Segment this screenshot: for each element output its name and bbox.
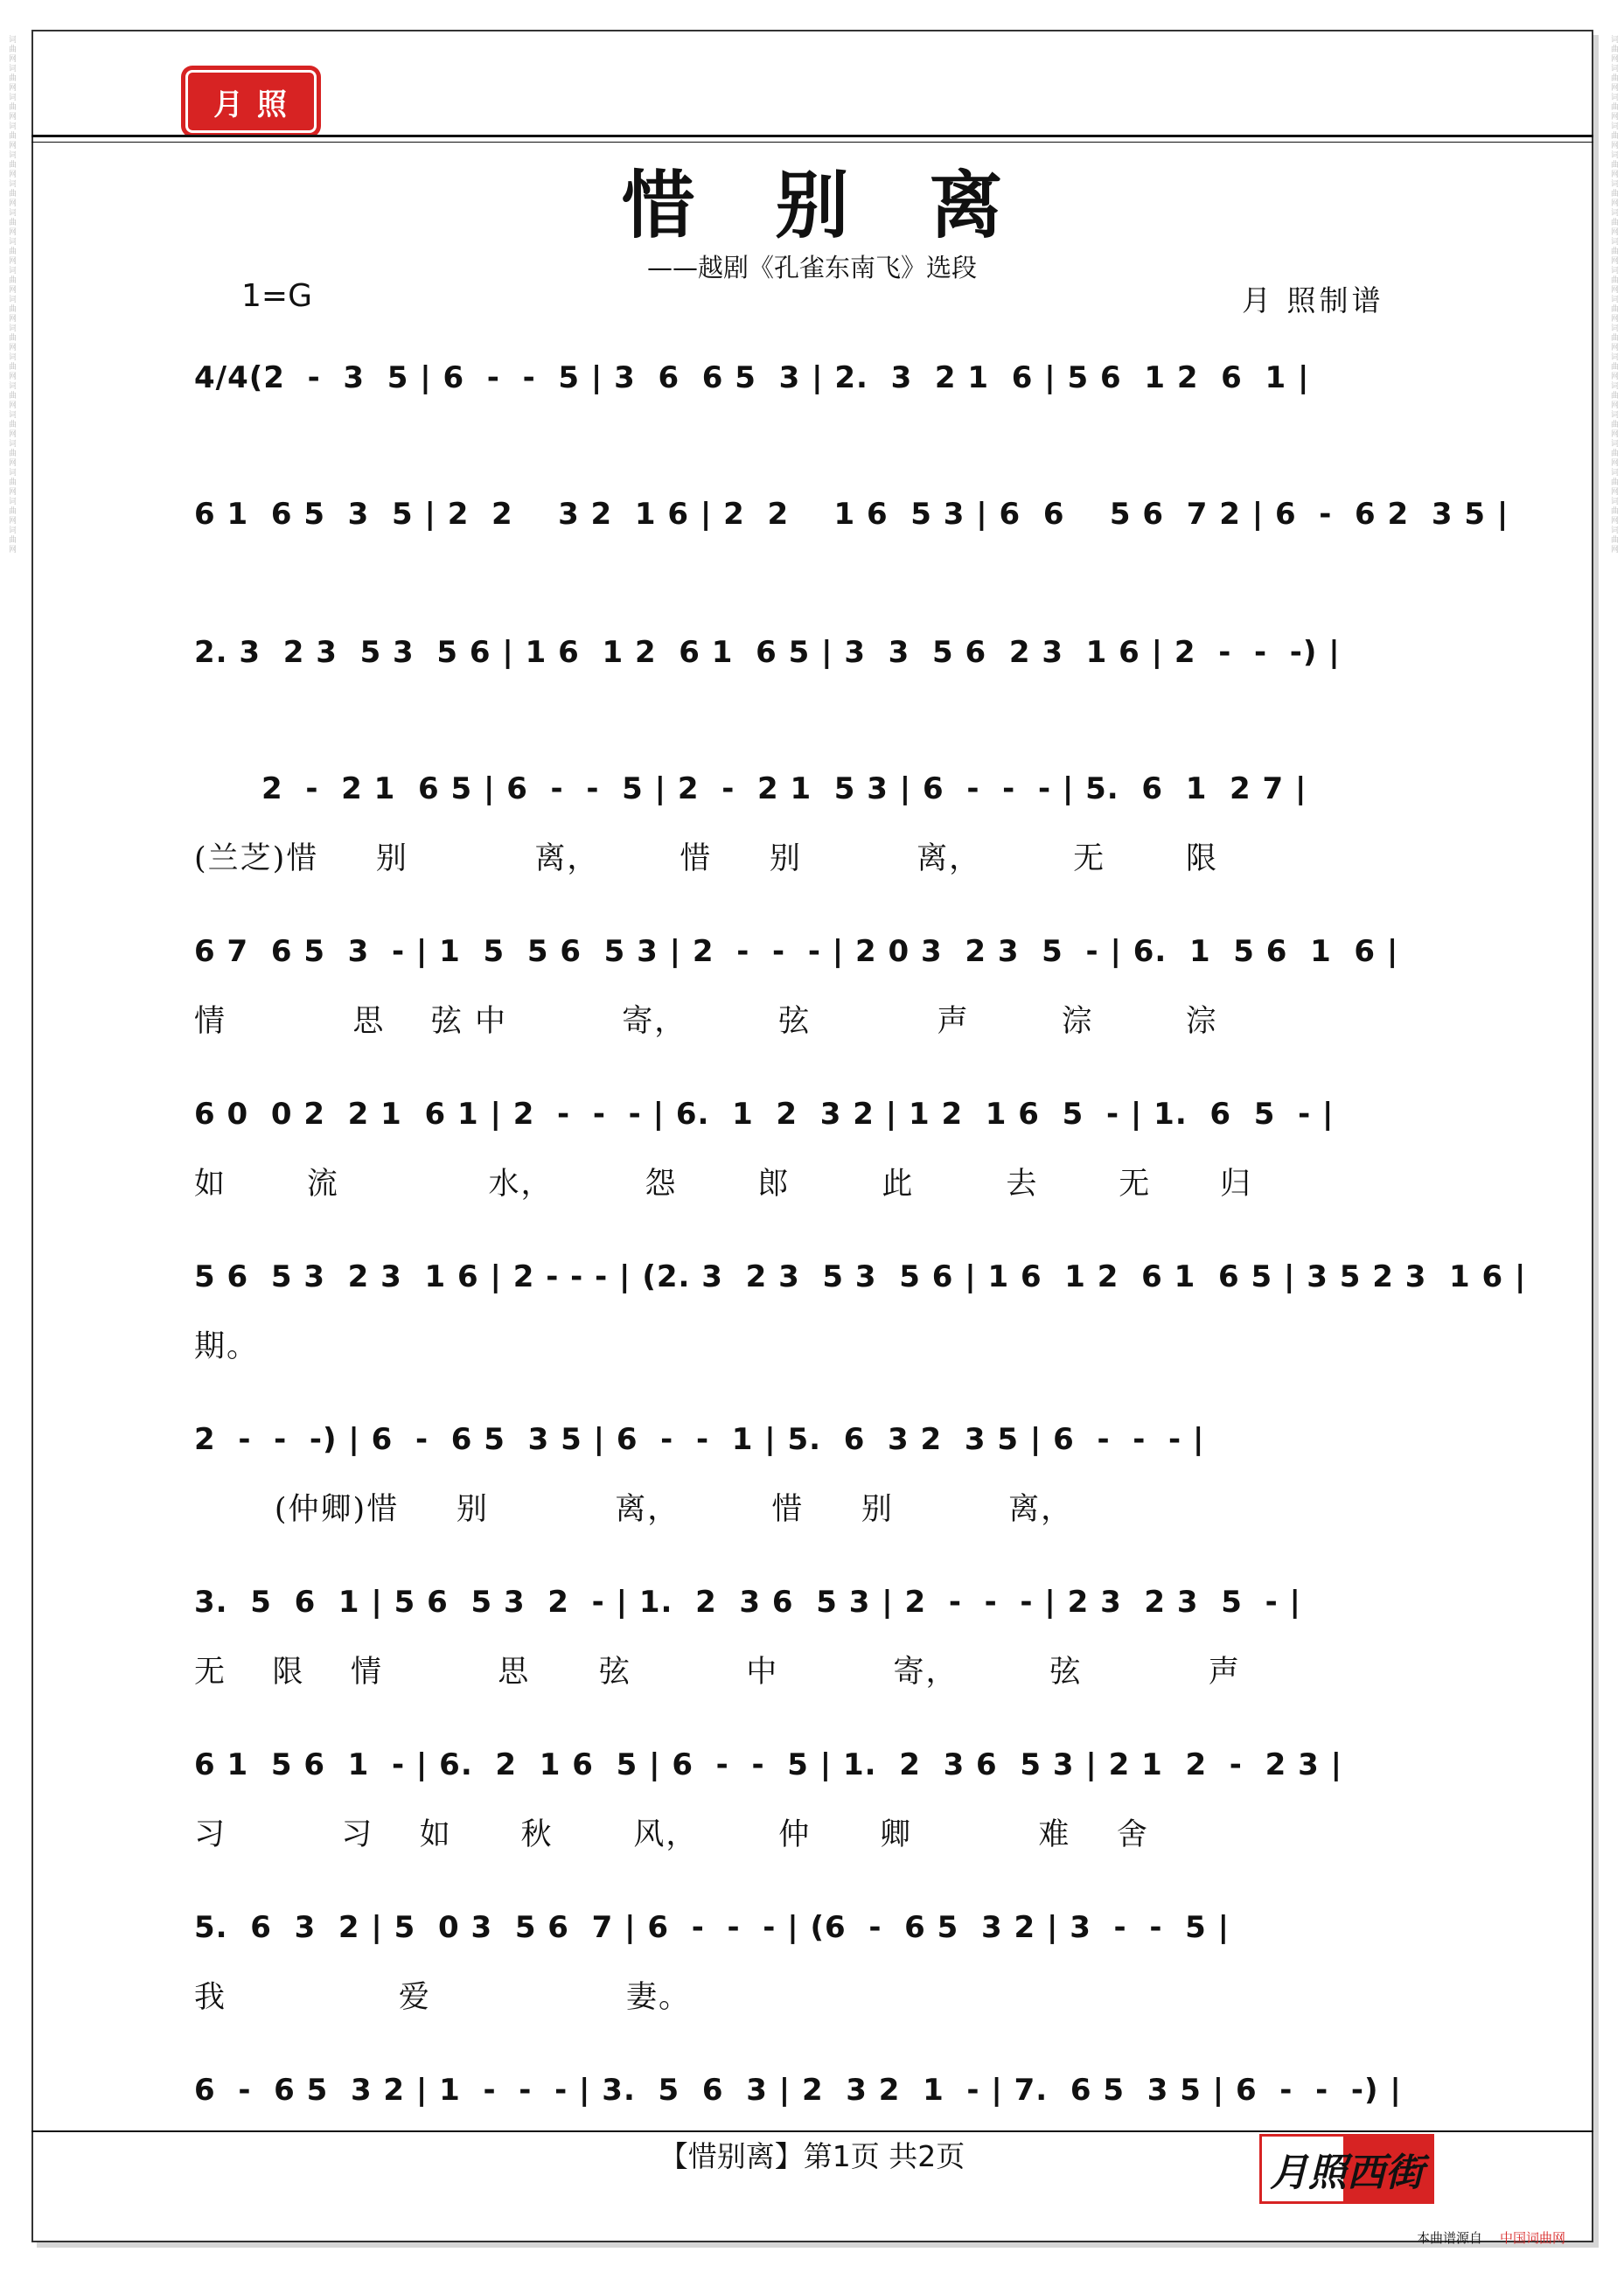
- lyric-line: 如 流 水， 怨 郎 此 去 无 归: [194, 1167, 1253, 1202]
- notation-line: 6 1 5 6 1 - | 6. 2 1 6 5 | 6 - - 5 | 1. 2 3 6 5 3 | 2 1 2 - 2 3 |: [194, 1747, 1342, 1782]
- notation-line: 6 1 6 5 3 5 | 2 2 3 2 1 6 | 2 2 1 6 5 3 | 6 6 5 6 7 2 | 6 - 6 2 3 5 |: [194, 497, 1509, 532]
- notation-line: 5 6 5 3 2 3 1 6 | 2 - - - | (2. 3 2 3 5 3 5 6 | 1 6 1 2 6 1 6 5 | 3 5 2 3 1 6 |: [194, 1259, 1527, 1294]
- source-label: 本曲谱源自: [1417, 2230, 1483, 2246]
- lyric-line: 无 限 情 思 弦 中 寄， 弦 声: [194, 1655, 1241, 1690]
- lyric-line: 我 爱 妻。: [194, 1980, 692, 2015]
- footer-logo: [1259, 2134, 1434, 2204]
- notation-line: 6 7 6 5 3 - | 1 5 5 6 5 3 | 2 - - - | 2 0 3 2 3 5 - | 6. 1 5 6 1 6 |: [194, 934, 1399, 969]
- lyric-line: 情 思 弦 中 寄， 弦 声 淙 淙: [194, 1004, 1218, 1039]
- source-site: 中国词曲网: [1500, 2230, 1566, 2246]
- notation-line: 2 - - -) | 6 - 6 5 3 5 | 6 - - 1 | 5. 6 3 2 3 5 | 6 - - - |: [194, 1422, 1205, 1457]
- footer-rule: [31, 2130, 1593, 2132]
- footer-logo-text: 月照西街: [1270, 2151, 1424, 2195]
- lyric-line: 期。: [194, 1329, 260, 1364]
- notation-line: 5. 6 3 2 | 5 0 3 5 6 7 | 6 - - - | (6 - 6 5 3 2 | 3 - - 5 |: [194, 1910, 1230, 1945]
- lyric-line: 习 习 如 秋 风， 仲 卿 难 舍: [194, 1817, 1149, 1852]
- source-note: [1417, 2228, 1565, 2247]
- song-subtitle: ——越剧《孔雀东南飞》选段: [646, 253, 977, 282]
- header-logo: 月 照: [185, 70, 317, 133]
- page-number-text: 【惜别离】第1页 共2页: [659, 2139, 965, 2173]
- lyric-line: (兰芝)惜 别 离， 惜 别 离， 无 限: [194, 841, 1218, 876]
- transcriber-credit: 月 照制谱: [1242, 283, 1384, 317]
- left-watermark-strip: 词曲网词曲网词曲网词曲网词曲网词曲网词曲网词曲网词曲网词曲网词曲网词曲网词曲网词曲网词曲网词曲网词曲网词曲网: [7, 35, 16, 554]
- song-title: 惜别离: [621, 162, 1084, 248]
- notation-line: 2 - 2 1 6 5 | 6 - - 5 | 2 - 2 1 5 3 | 6 - - - | 5. 6 1 2 7 |: [194, 771, 1307, 806]
- notation-line: 4/4(2 - 3 5 | 6 - - 5 | 3 6 6 5 3 | 2. 3 2 1 6 | 5 6 1 2 6 1 |: [194, 360, 1310, 395]
- notation-line: 6 0 0 2 2 1 6 1 | 2 - - - | 6. 1 2 3 2 | 1 2 1 6 5 - | 1. 6 5 - |: [194, 1097, 1335, 1132]
- notation-line: 2. 3 2 3 5 3 5 6 | 1 6 1 2 6 1 6 5 | 3 3 5 6 2 3 1 6 | 2 - - -) |: [194, 635, 1341, 670]
- right-watermark-strip: 词曲网词曲网词曲网词曲网词曲网词曲网词曲网词曲网词曲网词曲网词曲网词曲网词曲网词曲网词曲网词曲网词曲网词曲网: [1609, 35, 1618, 554]
- key-signature: 1=G: [241, 278, 312, 314]
- notation-line: 3. 5 6 1 | 5 6 5 3 2 - | 1. 2 3 6 5 3 | 2 - - - | 2 3 2 3 5 - |: [194, 1585, 1301, 1620]
- notation-line: 6 - 6 5 3 2 | 1 - - - | 3. 5 6 3 | 2 3 2 1 - | 7. 6 5 3 5 | 6 - - -) |: [194, 2073, 1402, 2108]
- lyric-line: (仲卿)惜 别 离， 惜 别 离，: [194, 1492, 1074, 1527]
- header-rule: [31, 135, 1593, 137]
- header-rule-thin: [31, 142, 1593, 143]
